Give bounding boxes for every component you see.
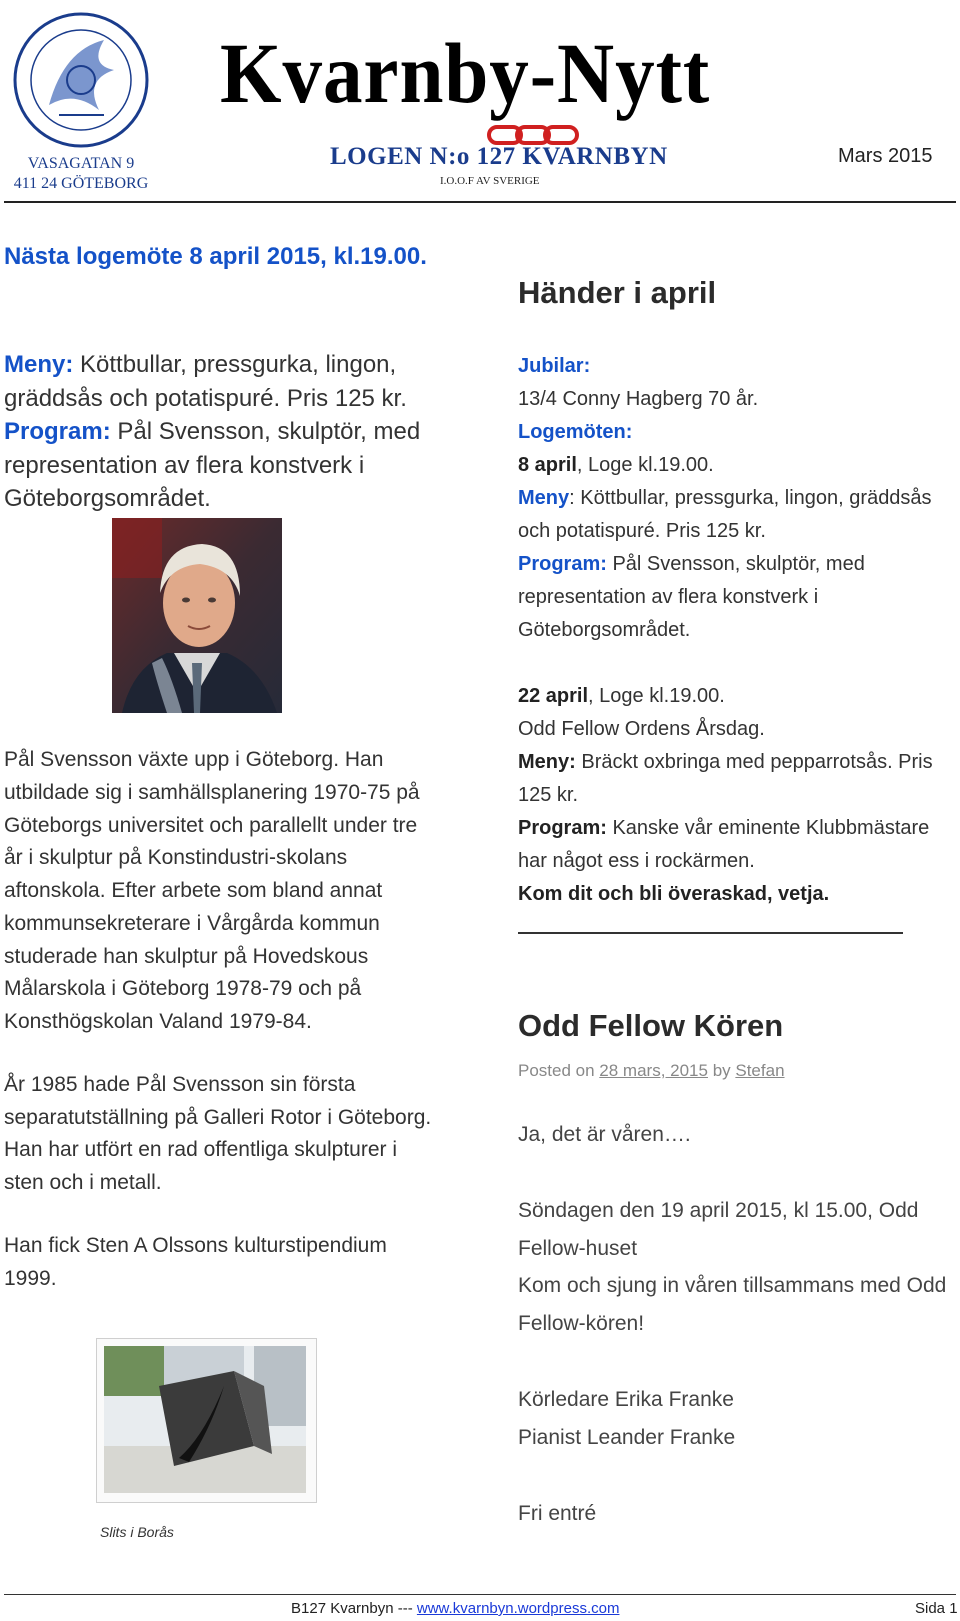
- menu-label: Meny:: [4, 351, 74, 378]
- posted-prefix: Posted on: [518, 1061, 600, 1080]
- issue-date: Mars 2015: [838, 145, 933, 167]
- meeting-2-time: , Loge kl.19.00.: [588, 685, 725, 707]
- seal-street: VASAGATAN 9: [27, 155, 135, 172]
- seal-city: 411 24 GÖTEBORG: [13, 175, 149, 192]
- choir-paragraph: Söndagen den 19 april 2015, kl 15.00, Odd Fellow-huset: [518, 1198, 919, 1260]
- artist-biography: [4, 744, 439, 1325]
- meeting-2-program: [518, 812, 958, 878]
- post-date-link[interactable]: 28 mars, 2015: [599, 1061, 708, 1080]
- jubilar-text: 13/4 Conny Hagberg 70 år.: [518, 388, 759, 410]
- meeting-2-closing: Kom dit och bli överaskad, vetja.: [518, 883, 830, 905]
- next-meeting-heading: Nästa logemöte 8 april 2015, kl.19.00.: [4, 243, 427, 270]
- page-number: Sida 1: [915, 1600, 958, 1617]
- footer-prefix: B127 Kvarnbyn ---: [291, 1600, 417, 1617]
- lodge-name: LOGEN N:o 127 KVARNBYN: [330, 143, 668, 170]
- choir-paragraph: Körledare Erika Franke: [518, 1387, 734, 1411]
- program-text: Pål Svensson, skulptör, med representation av flera konstverk i Göteborgsområdet.: [518, 553, 865, 641]
- program-text: Kanske vår eminente Klubbmästare har något ess i rockärmen.: [518, 817, 930, 872]
- meeting-2-menu: [518, 746, 958, 812]
- april-events-heading: Händer i april: [518, 275, 717, 310]
- program-label: Program:: [518, 553, 607, 575]
- footer-text: [291, 1600, 619, 1617]
- footer-divider: [4, 1594, 956, 1595]
- meeting-1-line: [518, 449, 958, 482]
- post-author-link[interactable]: Stefan: [735, 1061, 785, 1080]
- meeting-1-program: [518, 548, 958, 647]
- bio-paragraph: Han fick Sten A Olssons kulturstipendium 1999.: [4, 1233, 387, 1290]
- choir-heading: Odd Fellow Kören: [518, 1008, 784, 1043]
- jubilar-label: Jubilar:: [518, 355, 591, 377]
- bio-paragraph: År 1985 hade Pål Svensson sin första separatutställning på Galleri Rotor i Göteborg. Han har utfört en rad offentliga skulpturer i sten och i metall.: [4, 1072, 432, 1194]
- meeting-1-menu: [518, 482, 958, 548]
- program-label: Program:: [518, 817, 607, 839]
- choir-paragraph: Pianist Leander Franke: [518, 1425, 736, 1449]
- lodge-seal-logo: [4, 10, 159, 195]
- april-events-list: [518, 350, 958, 911]
- choir-announcement: [518, 1116, 958, 1532]
- menu-label: Meny:: [518, 751, 576, 773]
- order-name: I.O.O.F AV SVERIGE: [440, 175, 540, 187]
- menu-text: Köttbullar, pressgurka, lingon, gräddsås och potatispuré. Pris 125 kr.: [4, 351, 407, 412]
- program-label: Program:: [4, 418, 111, 446]
- post-meta: [518, 1061, 958, 1081]
- meeting-1-date: 8 april: [518, 454, 577, 476]
- meeting-1-time: , Loge kl.19.00.: [576, 454, 714, 476]
- menu-label: Meny: [518, 487, 570, 509]
- sculpture-photo: [104, 1346, 306, 1493]
- meeting-2-occasion: Odd Fellow Ordens Årsdag.: [518, 718, 765, 740]
- choir-paragraph: Fri entré: [518, 1501, 597, 1525]
- meeting-menu-program: [4, 348, 439, 516]
- header-divider: [4, 201, 956, 203]
- portrait-photo: [112, 518, 282, 713]
- meeting-2-date: 22 april: [518, 685, 589, 707]
- program-text: Pål Svensson, skulptör, med representation av flera konstverk i Göteborgsområdet.: [4, 418, 421, 513]
- sculpture-caption: Slits i Borås: [100, 1524, 174, 1540]
- website-link[interactable]: www.kvarnbyn.wordpress.com: [416, 1600, 620, 1617]
- menu-text: Bräckt oxbringa med pepparrotsås. Pris 125 kr.: [518, 751, 933, 806]
- meetings-label: Logemöten:: [518, 421, 633, 443]
- bio-paragraph: Pål Svensson växte upp i Göteborg. Han utbildade sig i samhällsplanering 1970-75 på Göteborgs universitet och parallellt under tre år i skulptur på Konstindustri-skolans aftonskola. Efter arbete som bland annat kommunsekreterare i Vårgårda kommun studerade han skulptur på Hovedskous Målarskola i Göteborg 1978-79 och på Konsthögskolan Valand 1979-84.: [4, 748, 420, 1033]
- menu-text: : Köttbullar, pressgurka, lingon, gräddsås och potatispuré. Pris 125 kr.: [518, 487, 932, 542]
- meeting-2-line: [518, 680, 958, 713]
- section-divider: [518, 932, 903, 934]
- posted-by: by: [707, 1061, 736, 1080]
- masthead-title: Kvarnby-Nytt: [220, 25, 711, 121]
- choir-paragraph: Ja, det är våren….: [518, 1123, 691, 1146]
- choir-paragraph: Kom och sjung in våren tillsammans med Odd Fellow-kören!: [518, 1274, 947, 1336]
